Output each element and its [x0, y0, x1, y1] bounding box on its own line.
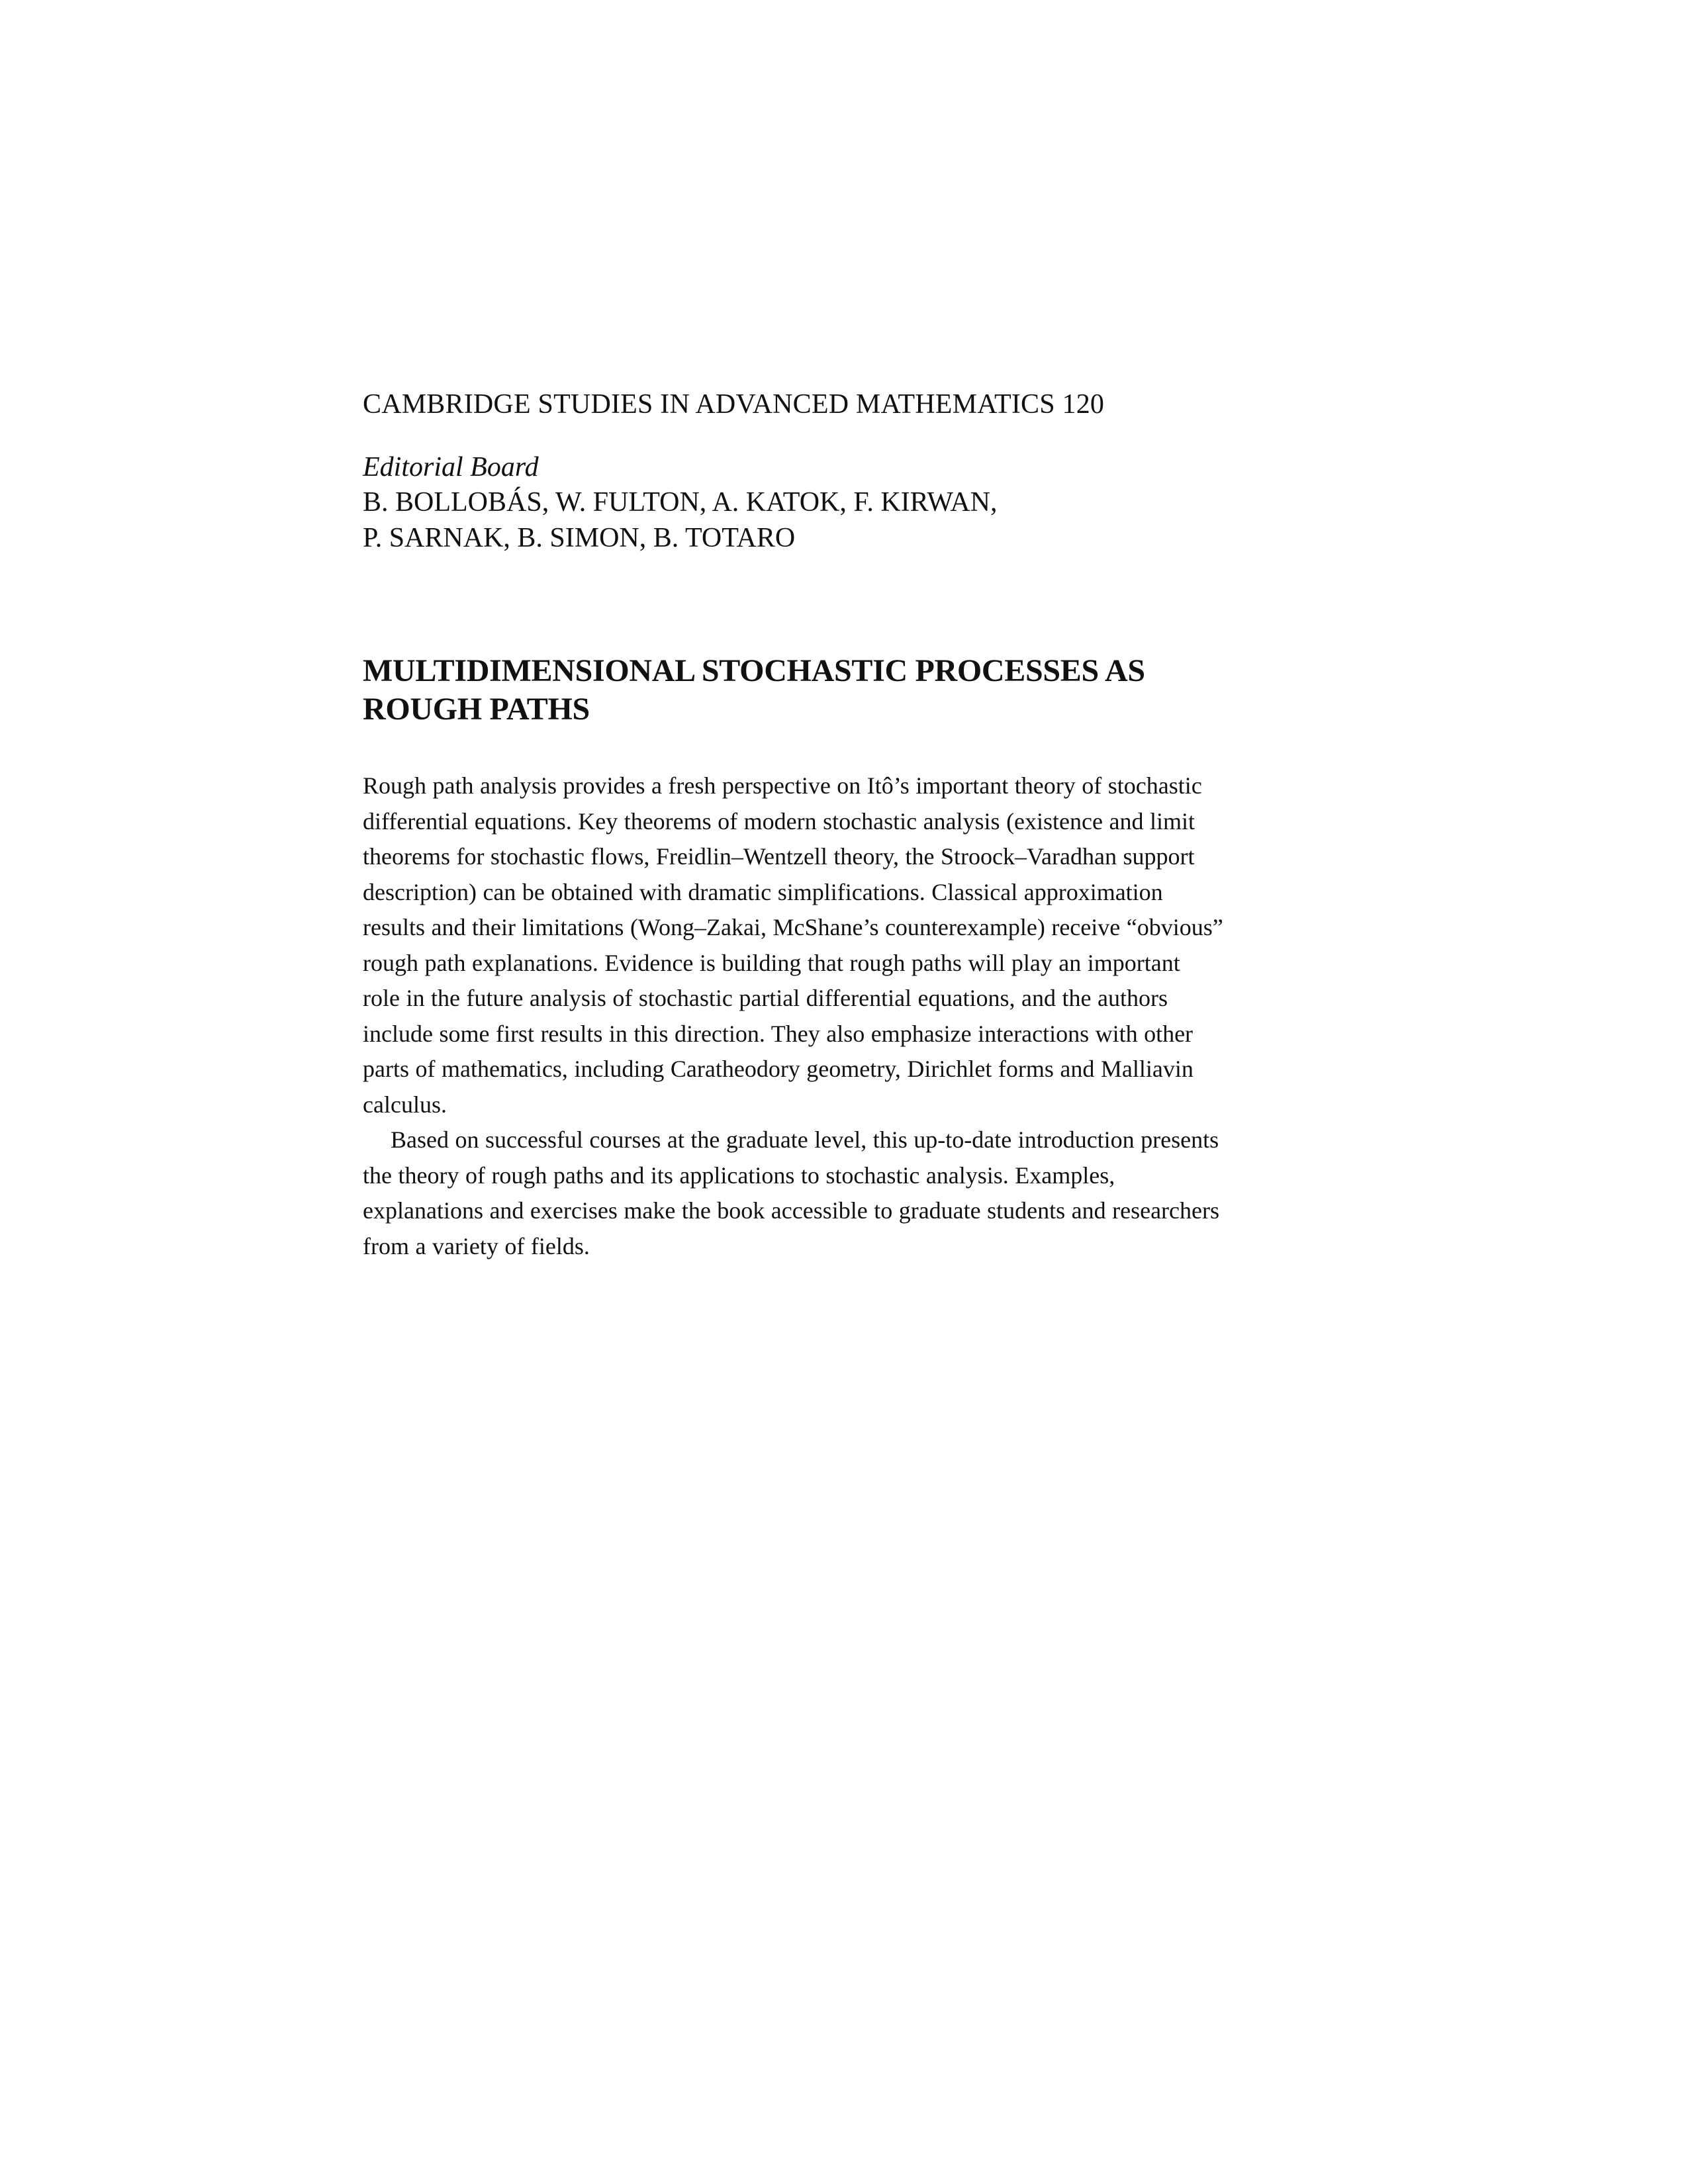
editorial-board-label: Editorial Board: [363, 452, 539, 482]
page-content: [363, 387, 1223, 1264]
book-title: [363, 652, 1223, 729]
editorial-board-line-1: B. BOLLOBÁS, W. FULTON, A. KATOK, F. KIRWAN,: [363, 487, 998, 518]
editorial-board-line-2: P. SARNAK, B. SIMON, B. TOTARO: [363, 523, 796, 553]
description-paragraph-2: Based on successful courses at the graduate level, this up-to-date introduction presents the theory of rough paths and its applications to stochastic analysis. Examples, explanations and exercises make the book accessible to graduate students and researchers from a variety of fields.: [363, 1126, 1219, 1259]
series-title: CAMBRIDGE STUDIES IN ADVANCED MATHEMATICS 120: [363, 389, 1105, 420]
book-description: [363, 768, 1223, 1264]
description-paragraph-1: Rough path analysis provides a fresh perspective on Itô’s important theory of stochastic differential equations. Key theorems of modern stochastic analysis (existence and limit theorems for stochastic flows, Freidlin–Wentzell theory, the Stroock–Varadhan support description) can be obtained with dramatic simplifications. Classical approximation results and their limitations (Wong–Zakai, McShane’s counterexample) receive “obvious” rough path explanations. Evidence is building that rough paths will play an important role in the future analysis of stochastic partial differential equations, and the authors include some first results in this direction. They also emphasize interactions with other parts of mathematics, including Caratheodory geometry, Dirichlet forms and Malliavin calculus.: [363, 772, 1223, 1118]
book-title-line-1: MULTIDIMENSIONAL STOCHASTIC PROCESSES AS: [363, 653, 1145, 688]
book-title-line-2: ROUGH PATHS: [363, 692, 590, 727]
